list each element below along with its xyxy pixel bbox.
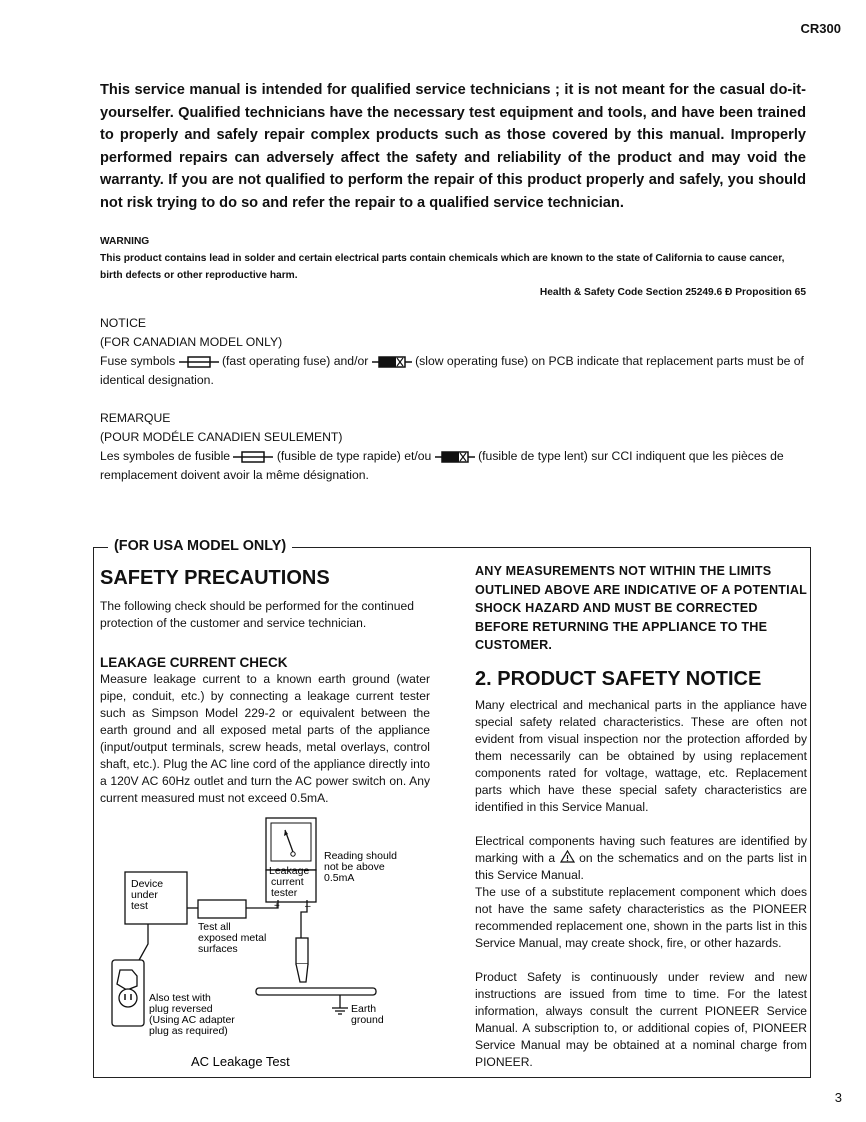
remarque-text-2: (fusible de type rapide) et/ou	[276, 449, 432, 463]
intro-paragraph: This service manual is intended for qualified service technicians ; it is not meant for the casual do-it-yourselfer. Qualified technicians have the necessary test equipment and tools, and have been trained to properly and safely repair complex products such as those covered by this manual. Improperly performed repairs can adversely affect the safety and reliability of the product and may void the warranty. If you are not qualified to perform the repair of this product properly and safely, you should not risk trying to do so and refer the repair to a qualified service technician.	[100, 82, 806, 211]
measurement-warning: ANY MEASUREMENTS NOT WITHIN THE LIMITS OUTLINED ABOVE ARE INDICATIVE OF A POTENTIAL SHOCK HAZARD AND MUST BE CORRECTED BEFORE RETURNING THE APPLIANCE TO THE CUSTOMER.	[475, 564, 807, 652]
remarque-title: REMARQUE	[100, 411, 171, 425]
warning-triangle-icon	[560, 850, 575, 863]
slow-fuse-icon	[372, 355, 412, 369]
safety-paragraph-3: The use of a substitute replacement component which does not have the same safety characteristics as the PIONEER recommended replacement one, shown in the parts list in this Service Manual, may create shock, fire, or other hazards.	[475, 884, 807, 950]
right-column	[475, 562, 807, 1071]
leakage-check-title: LEAKAGE CURRENT CHECK	[100, 655, 288, 670]
left-column	[100, 566, 430, 807]
notice-scope: (FOR CANADIAN MODEL ONLY)	[100, 335, 283, 349]
reading-label-3: 0.5mA	[324, 872, 355, 884]
tester-label-3: tester	[271, 887, 298, 899]
notice-text-3: (slow operating fuse) on PCB indicate that replacement parts must be of identical designation.	[100, 354, 804, 387]
slow-fuse-icon	[435, 450, 475, 464]
water-pipe	[256, 988, 376, 995]
fast-fuse-icon	[233, 450, 273, 464]
remarque-text	[100, 447, 806, 485]
device-label-3: test	[131, 900, 148, 912]
product-safety-notice-title: 2. PRODUCT SAFETY NOTICE	[475, 667, 762, 690]
earth-label-2: ground	[351, 1014, 384, 1026]
reading-label-2: not be above	[324, 861, 385, 873]
warning-block	[100, 233, 806, 301]
health-safety-code: Health & Safety Code Section 25249.6 Ð Proposition 65	[539, 287, 806, 298]
leakage-check-text: Measure leakage current to a known earth ground (water pipe, conduit, etc.) by connecting a leakage current tester such as Simpson Model 229-2 or equivalent between the earth ground and all exposed metal parts of the appliance (input/output terminals, screw heads, metal overlays, control shaft, etc.). Plug the AC line cord of the appliance directly into a 120V AC 60Hz outlet and turn the AC power switch on. Any current measured must not exceed 0.5mA.	[100, 672, 430, 805]
minus-terminal: –	[305, 901, 311, 912]
safety-precautions-title: SAFETY PRECAUTIONS	[100, 567, 330, 589]
metal-label-1: Test all	[198, 921, 231, 933]
notice-english	[100, 314, 806, 390]
device-label-1: Device	[131, 878, 164, 890]
safety-paragraph-4: Product Safety is continuously under review and new instructions are issued from time to time. For the latest information, always consult the current PIONEER Service Manual. A subscription to, or additional copies of, PIONEER Service Manual may be obtained at a nominal charge from PIONEER.	[475, 969, 807, 1069]
remarque-text-1: Les symboles de fusible	[100, 449, 231, 463]
notice-text	[100, 352, 806, 390]
model-number: CR300	[800, 21, 841, 36]
metal-probe	[198, 900, 246, 918]
tester-label-1: Leakage	[269, 865, 310, 877]
notice-text-1: Fuse symbols	[100, 354, 176, 368]
warning-title: WARNING	[100, 236, 150, 247]
tester-meter-box	[266, 818, 316, 870]
fast-fuse-icon	[179, 355, 219, 369]
notice-text-2: (fast operating fuse) and/or	[221, 354, 369, 368]
plus-terminal: +	[274, 901, 280, 912]
ground-clip	[296, 938, 308, 964]
power-cord	[138, 924, 148, 962]
clip-jaw	[296, 964, 308, 982]
diagram-caption: AC Leakage Test	[191, 1054, 290, 1069]
tester-label-2: current	[271, 876, 304, 888]
device-label-2: under	[131, 889, 158, 901]
earth-label-1: Earth	[351, 1003, 377, 1015]
page-number: 3	[834, 1090, 842, 1105]
safety-paragraph-2a: Electrical components having such features are identified by marking with a	[475, 833, 807, 865]
also-label-3: (Using AC adapter	[149, 1014, 235, 1026]
metal-label-2: exposed metal	[198, 932, 267, 944]
also-label-1: Also test with	[149, 992, 211, 1004]
ac-leakage-test-diagram	[100, 812, 430, 1074]
meter-pivot	[291, 852, 295, 856]
also-label-2: plug reversed	[149, 1003, 213, 1015]
also-label-4: plug as required)	[149, 1025, 228, 1037]
safety-precautions-text: The following check should be performed for the continued protection of the customer and service technician.	[100, 599, 414, 630]
safety-paragraph-2b: on the schematics and on the parts list in this Service Manual.	[475, 850, 807, 882]
remarque-text-3: (fusible de type lent) sur CCI indiquent que les pièces de remplacement doivent avoir la même désignation.	[100, 449, 784, 482]
metal-label-3: surfaces	[198, 943, 238, 955]
warning-text: This product contains lead in solder and certain electrical parts contain chemicals which are known to the state of California to cause cancer, birth defects or other reproductive harm.	[100, 253, 785, 281]
outlet-receptacle-icon	[119, 989, 137, 1007]
safety-paragraph-2	[475, 833, 807, 884]
notice-title: NOTICE	[100, 316, 147, 330]
remarque-scope: (POUR MODÉLE CANADIEN SEULEMENT)	[100, 430, 343, 444]
usa-label: (FOR USA MODEL ONLY)	[108, 538, 292, 554]
safety-paragraph-1: Many electrical and mechanical parts in the appliance have special safety related characteristics. These are often not evident from visual inspection nor the protection afforded by them necessarily can be obtained by using replacement components rated for voltage, wattage, etc. Replacement parts which have these special safety characteristics are identified in this Service Manual.	[475, 697, 807, 814]
reading-label-1: Reading should	[324, 850, 397, 862]
notice-french	[100, 409, 806, 485]
